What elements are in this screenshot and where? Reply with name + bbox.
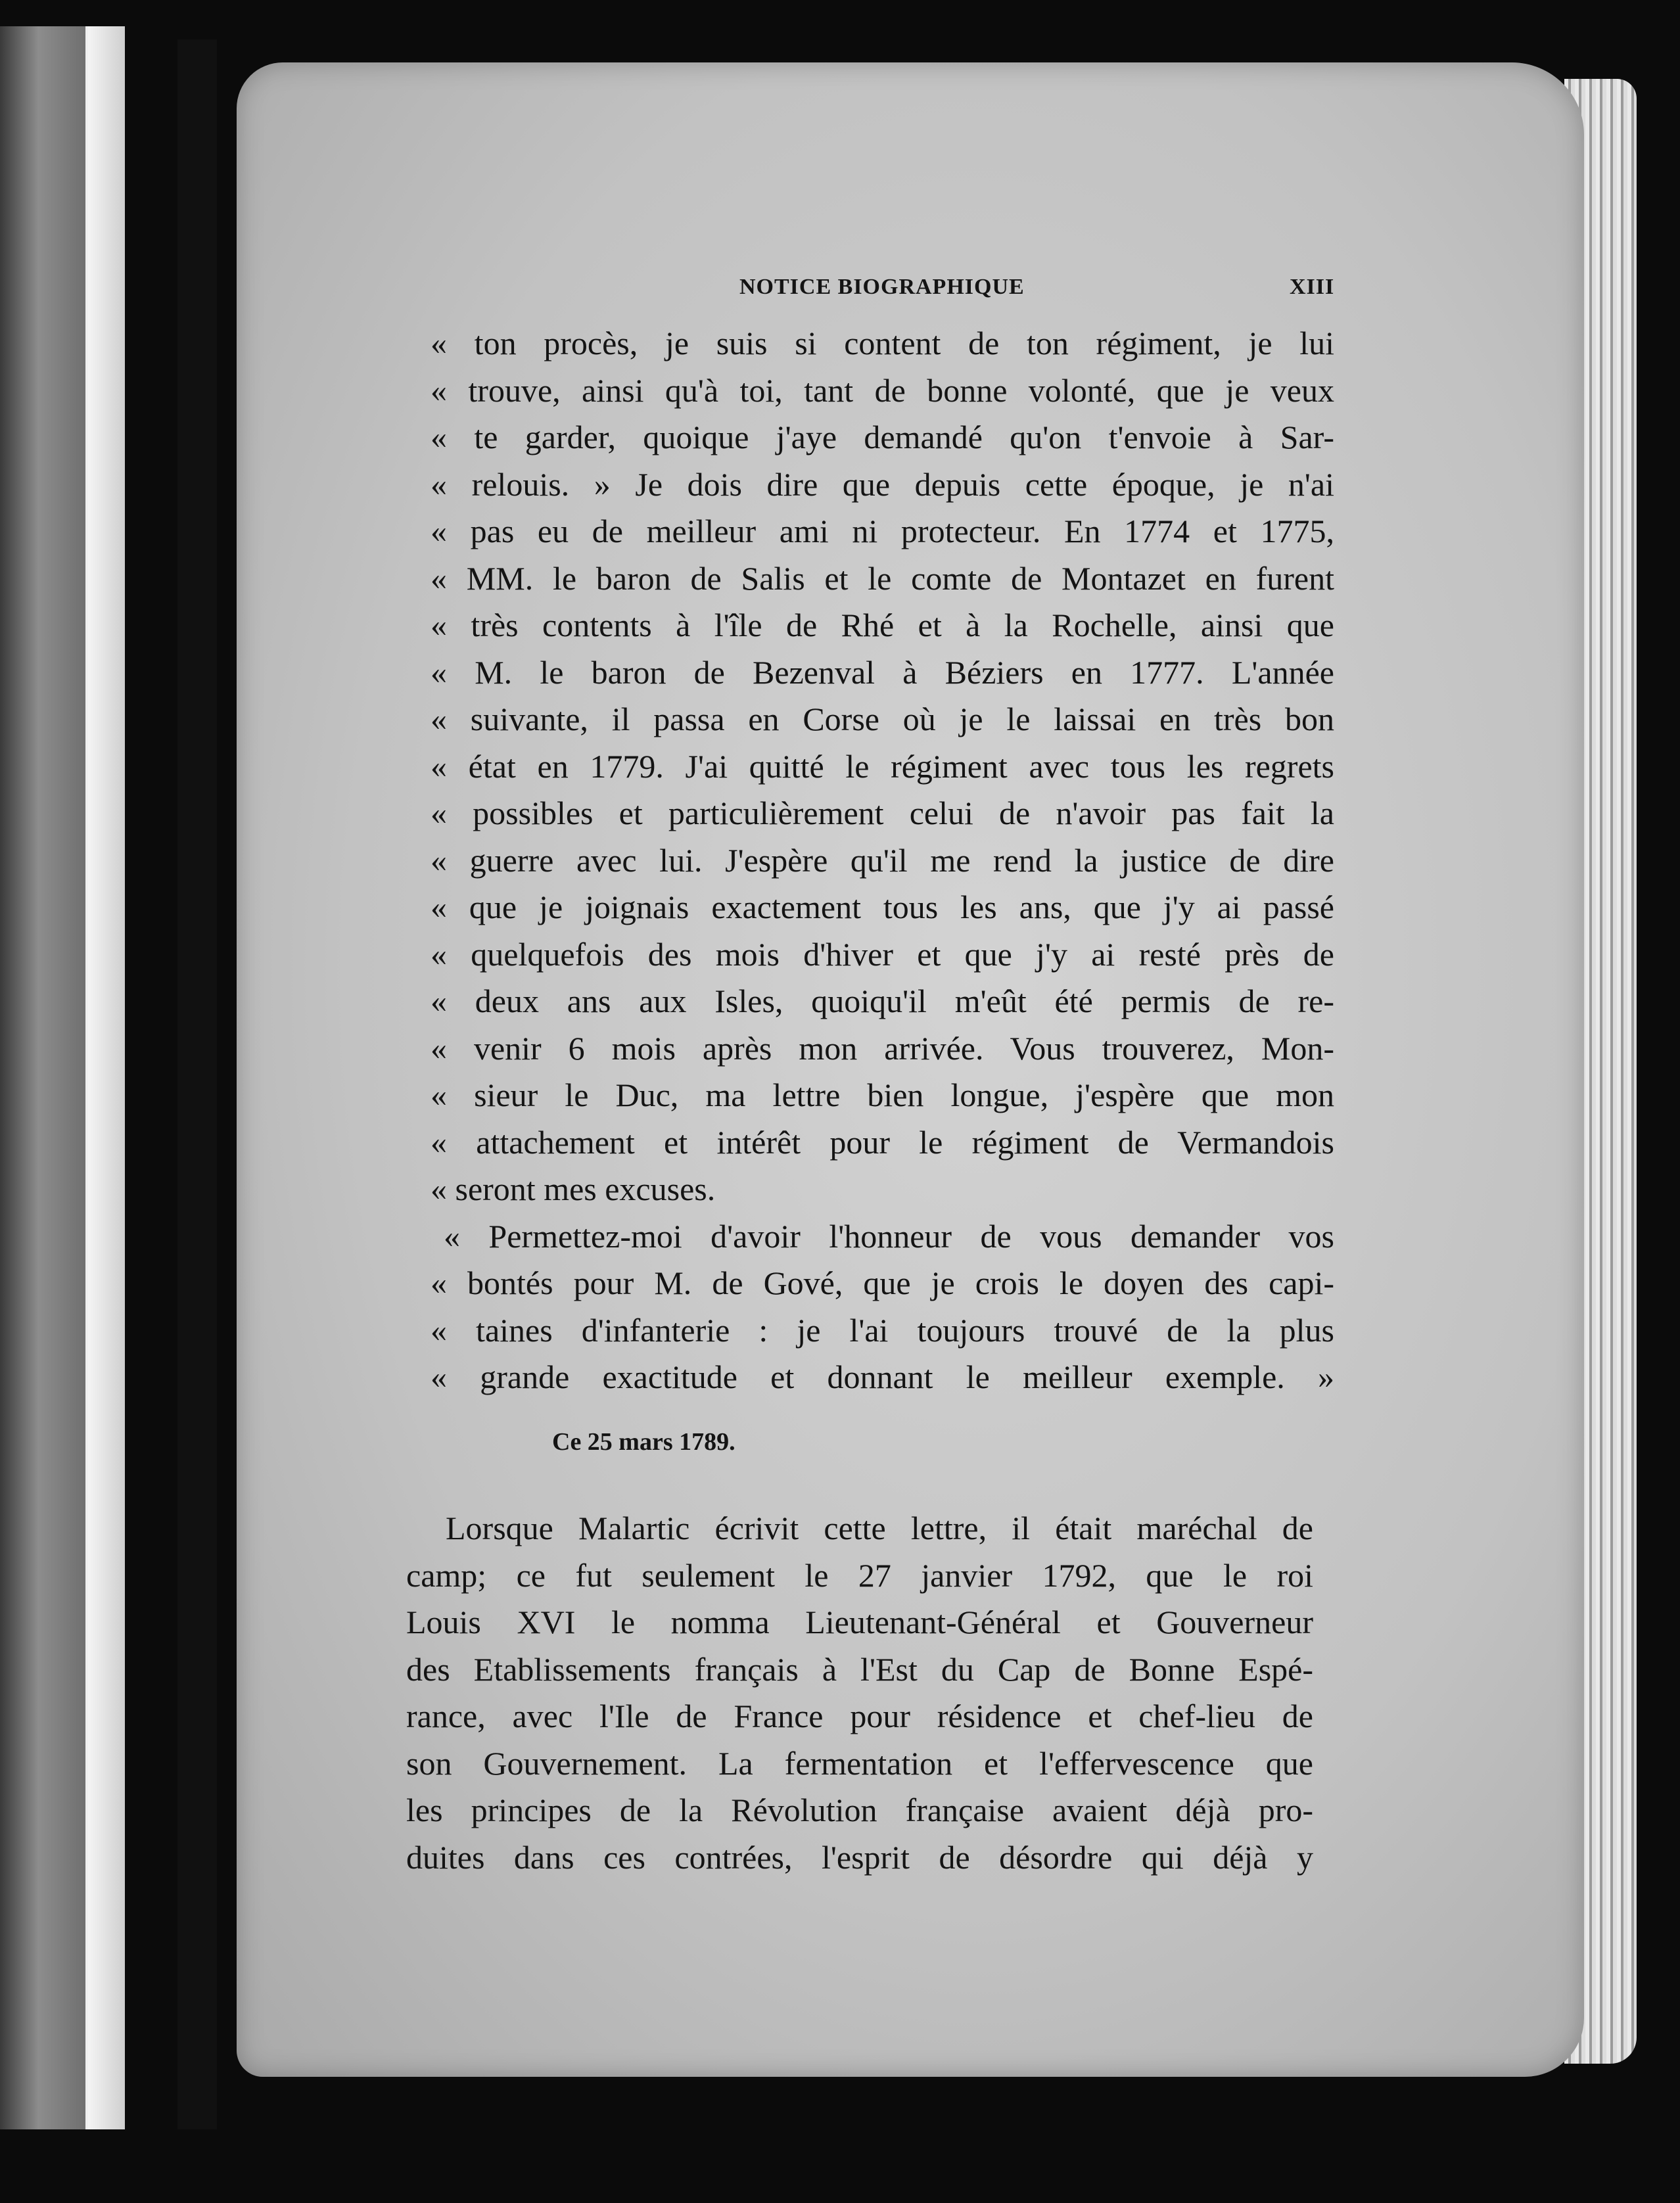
letter-date: Ce 25 mars 1789.	[552, 1428, 735, 1456]
text-line: « pas eu de meilleur ami ni protecteur. En 1774 et 1775,	[431, 513, 1334, 549]
text-line: « Permettez-moi d'avoir l'honneur de vous demander vos	[444, 1217, 1334, 1255]
text-line: « relouis. » Je dois dire que depuis cette époque, je n'ai	[431, 465, 1334, 503]
letter-text	[431, 320, 1334, 1401]
text-line: les principes de la Révolution française avaient déjà pro-	[406, 1792, 1313, 1828]
text-line: « guerre avec lui. J'espère qu'il me rend la justice de dire	[431, 841, 1334, 879]
text-line: « MM. le baron de Salis et le comte de Montazet en furent	[431, 559, 1334, 597]
body-paragraph	[406, 1505, 1313, 1881]
text-line: Louis XVI le nomma Lieutenant-Général et Gouverneur	[406, 1604, 1313, 1640]
text-line: « attachement et intérêt pour le régiment de Vermandois	[431, 1123, 1334, 1161]
text-line: « te garder, quoique j'aye demandé qu'on t'envoie à Sar-	[431, 419, 1334, 455]
previous-page-edge	[0, 26, 89, 2129]
text-line: « état en 1779. J'ai quitté le régiment avec tous les regrets	[431, 747, 1334, 785]
book-spine-gutter	[177, 39, 217, 2129]
text-line: « grande exactitude et donnant le meilleur exemple. »	[431, 1358, 1334, 1395]
text-line: « seront mes excuses.	[431, 1171, 716, 1207]
text-line: « très contents à l'île de Rhé et à la Rochelle, ainsi que	[431, 607, 1334, 643]
running-header	[0, 275, 1680, 308]
text-line: « bontés pour M. de Gové, que je crois le doyen des capi-	[431, 1264, 1334, 1301]
text-line: « que je joignais exactement tous les ans, que j'y ai passé	[431, 889, 1334, 925]
page-number: XIII	[1290, 275, 1335, 299]
text-line: « venir 6 mois après mon arrivée. Vous trouverez, Mon-	[431, 1029, 1334, 1067]
text-line: « trouve, ainsi qu'à toi, tant de bonne volonté, que je veux	[431, 371, 1334, 409]
text-line: « deux ans aux Isles, quoiqu'il m'eût été permis de re-	[431, 983, 1334, 1019]
text-line: camp; ce fut seulement le 27 janvier 1792, que le roi	[406, 1556, 1313, 1594]
text-line: Lorsque Malartic écrivit cette lettre, il était maréchal de	[446, 1510, 1313, 1546]
text-line: « quelquefois des mois d'hiver et que j'y ai resté près de	[431, 935, 1334, 973]
text-line: « sieur le Duc, ma lettre bien longue, j'espère que mon	[431, 1077, 1334, 1113]
text-line: des Etablissements français à l'Est du Cap de Bonne Espé-	[406, 1650, 1313, 1688]
text-line: « ton procès, je suis si content de ton régiment, je lui	[431, 325, 1334, 361]
text-line: rance, avec l'Ile de France pour résidence et chef-lieu de	[406, 1698, 1313, 1734]
text-line: « possibles et particulièrement celui de n'avoir pas fait la	[431, 795, 1334, 831]
text-line: duites dans ces contrées, l'esprit de désordre qui déjà y	[406, 1838, 1313, 1876]
text-line: « suivante, il passa en Corse où je le laissai en très bon	[431, 701, 1334, 737]
running-title: NOTICE BIOGRAPHIQUE	[739, 275, 1025, 299]
text-line: son Gouvernement. La fermentation et l'effervescence que	[406, 1744, 1313, 1782]
text-line: « taines d'infanterie : je l'ai toujours trouvé de la plus	[431, 1311, 1334, 1349]
text-line: « M. le baron de Bezenval à Béziers en 1777. L'année	[431, 653, 1334, 691]
